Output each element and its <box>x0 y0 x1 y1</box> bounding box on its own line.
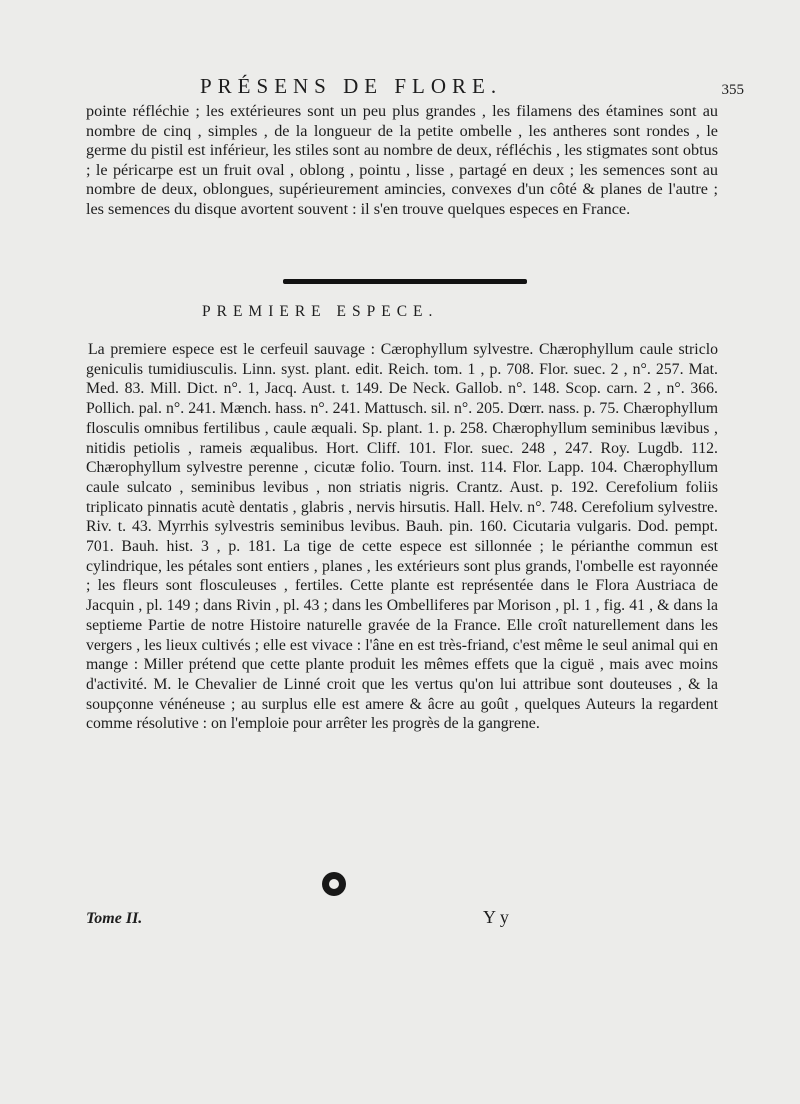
intro-paragraph: pointe réfléchie ; les extérieures sont un peu plus grandes , les filamens des étamines sont au nombre de cinq , simples , de la longueur de la petite ombelle , les antheres sont rondes , le germe du pistil est inférieur, les stiles sont au nombre de deux, réfléchis , les stigmates sont obtus ; le péricarpe est un fruit oval , oblong , pointu , lisse , partagé en deux ; les semences sont au nombre de deux, oblongues, supérieurement amincies, convexes d'un côté & planes de l'autre ; les semences du disque avortent souvent : il s'en trouve quelques especes en France. <box>86 102 718 218</box>
signature-mark: Y y <box>483 907 509 927</box>
body-paragraph: La premiere espece est le cerfeuil sauvage : Cærophyllum sylvestre. Chærophyllum caule striclo geniculis tumidiusculis. Linn. syst. plant. edit. Reich. tom. 1 , p. 708. Flor. suec. 2 , n°. 257. Mat. Med. 83. Mill. Dict. n°. 1, Jacq. Aust. t. 149. De Neck. Gallob. n°. 148. Scop. carn. 2 , n°. 366. Pollich. pal. n°. 241. Mænch. hass. n°. 241. Mattusch. sil. n°. 205. Dœrr. nass. p. 75. Chærophyllum flosculis omnibus fertilibus , caule æquali. Sp. plant. 1. p. 258. Chærophyllum seminibus lævibus , nitidis petiolis , rameis æqualibus. Hort. Cliff. 101. Flor. suec. 248 , 247. Roy. Lugdb. 112. Chærophyllum sylvestre perenne , cicutæ folio. Tourn. inst. 114. Flor. Lapp. 104. Chærophyllum caule sulcato , seminibus levibus , non striatis nigris. Crantz. Aust. p. 192. Cerefolium foliis triplicato pinnatis acutè dentatis , glabris , nervis hirsutis. Hall. Helv. n°. 748. Cerefolium sylvestre. Riv. t. 43. Myrrhis sylvestris seminibus levibus. Bauh. pin. 160. Cicutaria vulgaris. Dod. pempt. 701. Bauh. hist. 3 , p. 181. La tige de cette espece est sillonnée ; le périanthe commun est cylindrique, les pétales sont entiers , planes , les extérieurs sont plus grands, l'ombelle est rayonnée ; les fleurs sont flosculeuses , fertiles. Cette plante est représentée dans le Flora Austriaca de Jacquin , pl. 149 ; dans Rivin , pl. 43 ; dans les Ombelliferes par Morison , pl. 1 , fig. 41 , & dans la septieme Partie de notre Histoire naturelle gravée de la France. Elle croît naturellement dans les vergers , les lieux cultivés ; elle est vivace : l'âne en est très-friand, c'est même le seul animal qui en mange : Miller prétend que cette plante produit les mêmes effets que la ciguë , mais avec moins d'activité. M. le Chevalier de Linné croit que les vertus qu'on lui attribue sont douteuses , & la soupçonne vénéneuse ; au surplus elle est amere & âcre au goût , quelques Auteurs la regardent comme résolutive : on l'emploie pour arrêter les progrès de la gangrene. <box>86 341 718 733</box>
decorative-rule <box>283 279 527 284</box>
body-text <box>86 340 718 734</box>
section-title: PREMIERE ESPECE. <box>202 303 439 320</box>
running-title: PRÉSENS DE FLORE. <box>200 74 503 98</box>
page-header <box>0 74 800 104</box>
fleuron-ornament-icon <box>322 872 346 896</box>
intro-text <box>86 102 718 220</box>
volume-label: Tome II. <box>86 910 143 927</box>
page-number: 355 <box>721 82 744 98</box>
